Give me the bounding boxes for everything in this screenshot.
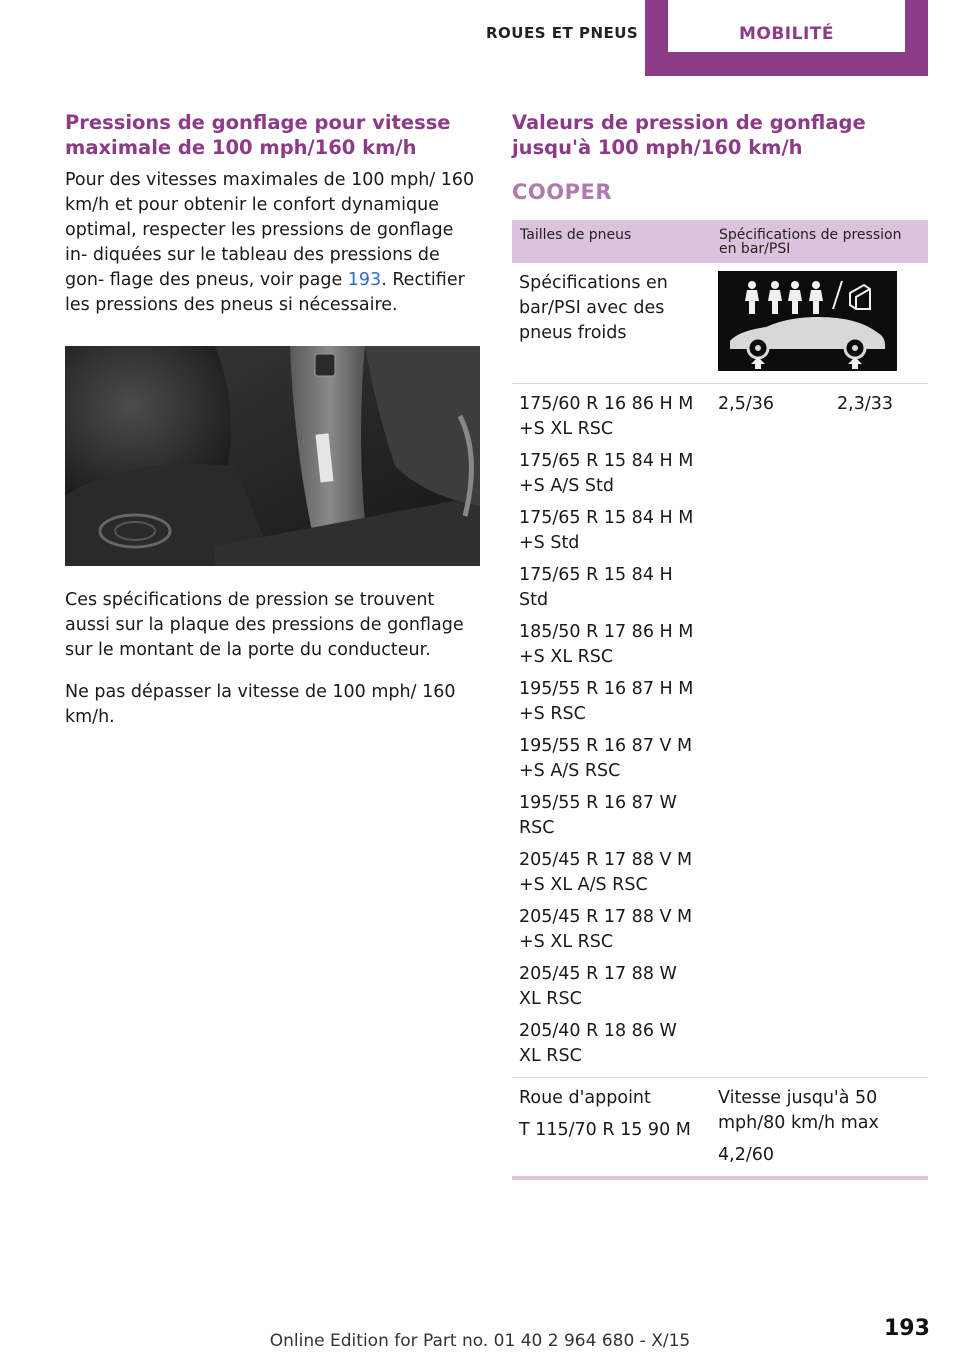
col-header-pressure-specs: Spécifications de pression en bar/PSI xyxy=(711,220,928,263)
right-column xyxy=(512,110,928,1180)
front-pressure-cell: 2,5/36 xyxy=(711,384,830,1078)
tire-size: 195/55 R 16 87 V M +S A/S RSC xyxy=(519,736,693,781)
header-section-label: ROUES ET PNEUS xyxy=(486,24,639,42)
footer-edition-note: Online Edition for Part no. 01 40 2 964 680 - X/15 xyxy=(269,1331,691,1351)
load-symbol-cell xyxy=(711,263,928,384)
tire-size: 195/55 R 16 87 W RSC xyxy=(519,793,677,838)
tire-size: 175/65 R 15 84 H M +S A/S Std xyxy=(519,451,694,496)
spare-pressure-cell xyxy=(711,1078,928,1179)
tire-size: 205/45 R 17 88 W XL RSC xyxy=(519,964,677,1009)
col-header-tire-sizes: Tailles de pneus xyxy=(512,220,711,263)
table-header-row xyxy=(512,220,928,263)
tire-size: 175/65 R 15 84 H M +S Std xyxy=(519,508,694,553)
speed-warning-paragraph: Ne pas dépasser la vitesse de 100 mph/ 160 km/h. xyxy=(65,682,456,727)
model-heading: COOPER xyxy=(512,180,613,204)
spare-tire-size: T 115/70 R 15 90 M xyxy=(519,1120,691,1140)
door-pillar-photo xyxy=(65,346,480,566)
table-row xyxy=(512,263,928,384)
location-paragraph: Ces spécifications de pression se trouvent aussi sur la plaque des pressions de gonflage sur le montant de la porte du conducteur. xyxy=(65,590,464,660)
right-heading: Valeurs de pression de gonflage jusqu'à 100 mph/160 km/h xyxy=(512,111,866,159)
tire-size: 175/60 R 16 86 H M +S XL RSC xyxy=(519,394,694,439)
header-chapter-tab xyxy=(645,0,928,76)
table-row xyxy=(512,1078,928,1179)
intro-paragraph xyxy=(65,168,480,318)
tire-sizes-cell xyxy=(512,384,711,1078)
left-heading: Pressions de gonflage pour vitesse maximale de 100 mph/160 km/h xyxy=(65,111,451,159)
spare-wheel-cell xyxy=(512,1078,711,1179)
spare-pressure: 4,2/60 xyxy=(718,1145,774,1165)
spare-label: Roue d'appoint xyxy=(519,1088,651,1108)
spare-speed-limit: Vitesse jusqu'à 50 mph/80 km/h max xyxy=(718,1088,879,1133)
tire-size: 205/40 R 18 86 W XL RSC xyxy=(519,1021,677,1066)
table-row xyxy=(512,384,928,1078)
tire-size: 175/65 R 15 84 H Std xyxy=(519,565,673,610)
tire-size: 185/50 R 17 86 H M +S XL RSC xyxy=(519,622,694,667)
spec-row-label: Spécifications en bar/PSI avec des pneus froids xyxy=(512,263,711,384)
tire-size: 205/45 R 17 88 V M +S XL RSC xyxy=(519,907,693,952)
tire-size: 205/45 R 17 88 V M +S XL A/S RSC xyxy=(519,850,693,895)
page-reference-link[interactable]: 193 xyxy=(347,270,382,290)
load-pressure-icon xyxy=(718,271,897,371)
header-chapter-label: MOBILITÉ xyxy=(668,0,905,52)
pressure-table xyxy=(512,220,928,1180)
intro-text-before: Pour des vitesses maximales de 100 mph/ 160 km/h et pour obtenir le confort dynamique optimal, respecter les pressions de gonflage in‐ diquées sur le tableau des pressions de gon‐ flage des pneus, voir page xyxy=(65,170,475,290)
intro-text-after: . Rectifier les pressions des pneus si nécessaire. xyxy=(65,270,465,315)
left-column xyxy=(65,110,480,747)
rear-pressure-cell: 2,3/33 xyxy=(830,384,928,1078)
door-latch xyxy=(315,354,335,376)
tire-size: 195/55 R 16 87 H M +S RSC xyxy=(519,679,694,724)
page-number: 193 xyxy=(884,1316,930,1341)
